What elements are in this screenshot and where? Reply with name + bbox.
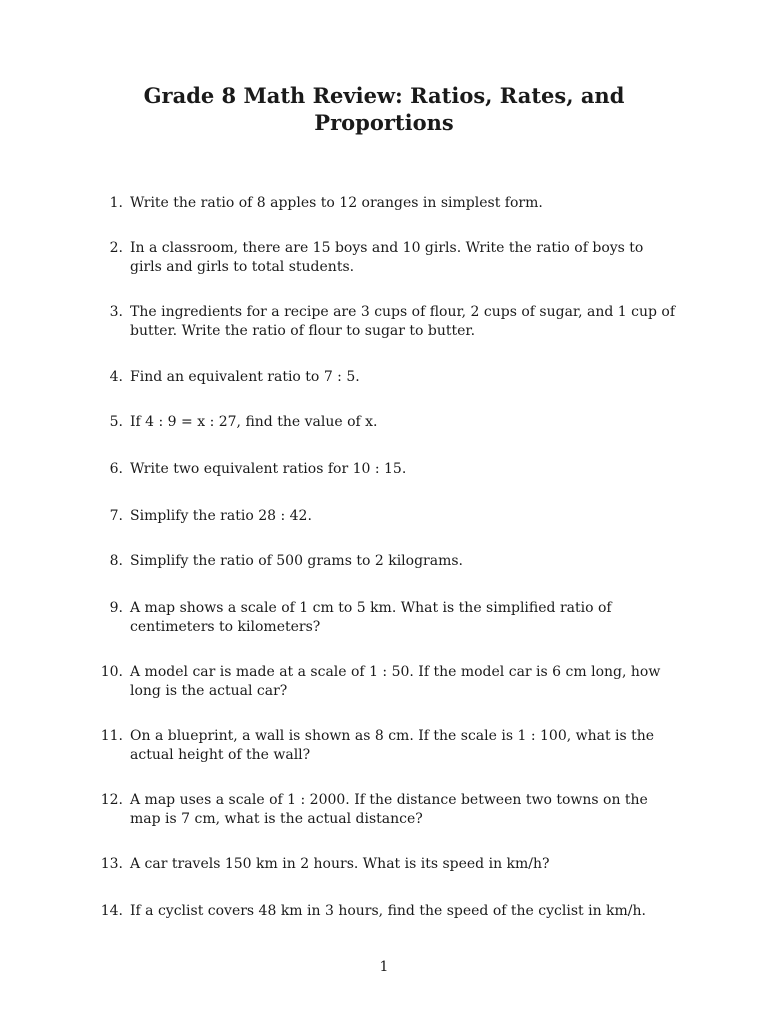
question-number: 6. — [109, 461, 123, 477]
question-text: A map shows a scale of 1 cm to 5 km. What is the simplified ratio of centimeters to kilometers? — [130, 600, 612, 635]
question-number: 1. — [109, 195, 123, 211]
question-text: If a cyclist covers 48 km in 3 hours, find the speed of the cyclist in km/h. — [130, 903, 646, 919]
question-text: If 4 : 9 = x : 27, find the value of x. — [130, 414, 378, 430]
question-number: 9. — [109, 600, 123, 616]
question-text: Find an equivalent ratio to 7 : 5. — [130, 369, 360, 385]
question-text: On a blueprint, a wall is shown as 8 cm. If the scale is 1 : 100, what is the actual height of the wall? — [130, 728, 655, 763]
question-number: 7. — [109, 508, 123, 524]
question-text: Simplify the ratio 28 : 42. — [130, 508, 312, 524]
question-text: A map uses a scale of 1 : 2000. If the distance between two towns on the map is 7 cm, what is the actual distance? — [130, 792, 648, 827]
page-number: 1 — [379, 959, 389, 975]
question-number: 13. — [100, 856, 123, 872]
question-text: A model car is made at a scale of 1 : 50. If the model car is 6 cm long, how long is the actual car? — [130, 664, 661, 699]
question-text: Simplify the ratio of 500 grams to 2 kilograms. — [130, 553, 463, 569]
question-text: In a classroom, there are 15 boys and 10 girls. Write the ratio of boys to girls and girls to total students. — [130, 240, 644, 275]
question-text: A car travels 150 km in 2 hours. What is its speed in km/h? — [130, 856, 550, 872]
question-text: Write two equivalent ratios for 10 : 15. — [130, 461, 407, 477]
question-text: Write the ratio of 8 apples to 12 oranges in simplest form. — [130, 195, 543, 211]
question-number: 8. — [109, 553, 123, 569]
question-number: 12. — [100, 792, 123, 808]
question-number: 4. — [109, 369, 123, 385]
question-number: 5. — [109, 414, 123, 430]
question-text: The ingredients for a recipe are 3 cups of flour, 2 cups of sugar, and 1 cup of butter. Write the ratio of flour to sugar to butter. — [130, 304, 676, 339]
question-number: 10. — [100, 664, 123, 680]
page-title-line-1: Grade 8 Math Review: Ratios, Rates, and — [143, 83, 625, 108]
page-title-line-2: Proportions — [314, 110, 454, 135]
question-number: 14. — [100, 903, 123, 919]
question-number: 2. — [109, 240, 123, 256]
question-number: 11. — [100, 728, 123, 744]
question-number: 3. — [109, 304, 123, 320]
